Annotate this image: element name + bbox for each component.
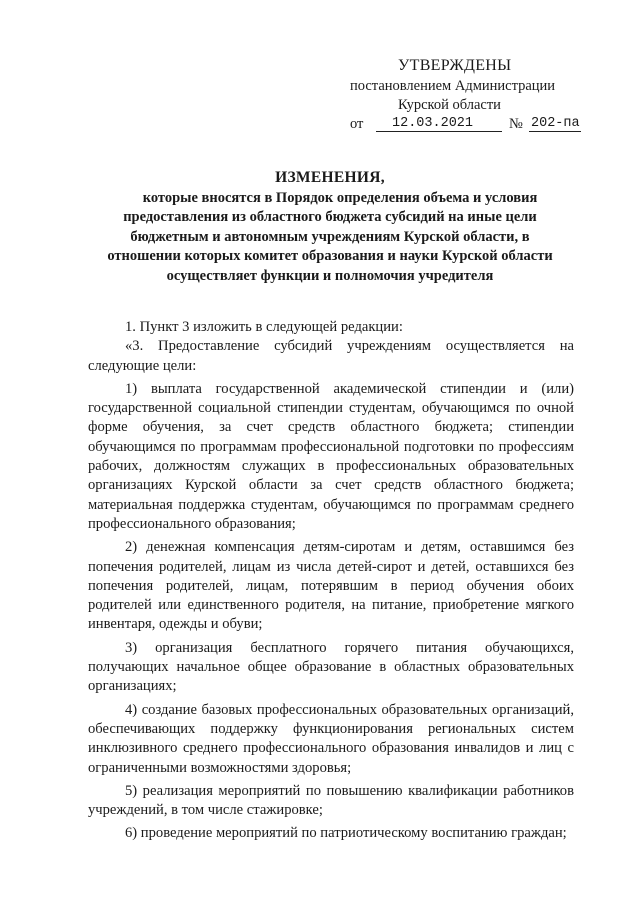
list-item: 2) денежная компенсация детям-сиротам и детям, оставшимся без попечения родителей, лицам из числа детей-сирот и детей, оставшихся без попечения родителей, лицам, потерявшим в период обучения обоих родителей или единственного родителя, на питание, приобретение мягкого инвентаря, одежды и обуви; xyxy=(88,539,574,633)
list-item: 6) проведение мероприятий по патриотическому воспитанию граждан; xyxy=(125,825,567,842)
heading-line: предоставления из областного бюджета субсидий на иные цели xyxy=(123,209,537,226)
document-body xyxy=(88,318,574,844)
clause-3: «3. Предоставление субсидий учреждениям осуществляется на следующие цели: xyxy=(88,338,574,374)
approval-region: Курской области xyxy=(398,97,501,113)
number-field xyxy=(529,115,581,132)
list-item: 3) организация бесплатного горячего питания обучающихся, получающих начальное общее образование в областных образовательных организациях; xyxy=(88,639,574,695)
list-item: 4) создание базовых профессиональных образовательных организаций, обеспечивающих поддержку функционирования региональных систем инклюзивного среднего профессионального образования инвалидов и лиц с ограниченными возможностями здоровья; xyxy=(88,701,574,776)
document-heading xyxy=(80,168,580,287)
from-label: от xyxy=(350,116,364,132)
heading-title: ИЗМЕНЕНИЯ, xyxy=(275,169,385,186)
list-item: 1) выплата государственной академической стипендии и (или) государственной социальной стипендии студентам, обучающимся по очной форме обучения, за счет средств областного бюджета; стипендии обучающимся по программам профессиональной подготовки по профессиям рабочих, должностям служащих в профессиональных образовательных организациях Курской области за счет средств областного бюджета; материальная поддержка студентам, обучающимся по программам среднего профессионального образования; xyxy=(88,380,574,532)
number-label: № xyxy=(509,116,523,132)
body-intro: 1. Пункт 3 изложить в следующей редакции: xyxy=(125,319,403,335)
approval-date: 12.03.2021 xyxy=(392,116,474,131)
heading-line: осуществляет функции и полномочия учредителя xyxy=(166,267,494,284)
approval-number: 202-па xyxy=(531,116,580,131)
heading-line: которые вносятся в Порядок определения объема и условия xyxy=(142,189,538,206)
approval-issuer: постановлением Администрации xyxy=(350,78,556,94)
list-item: 5) реализация мероприятий по повышению квалификации работников учреждений, в том числе стажировке; xyxy=(88,782,574,819)
approval-title: УТВЕРЖДЕНЫ xyxy=(398,57,512,74)
date-field xyxy=(376,115,502,132)
heading-line: бюджетным и автономным учреждениям Курской области, в xyxy=(130,228,530,245)
heading-line: отношении которых комитет образования и науки Курской области xyxy=(107,248,553,265)
approval-date-line xyxy=(350,115,585,135)
